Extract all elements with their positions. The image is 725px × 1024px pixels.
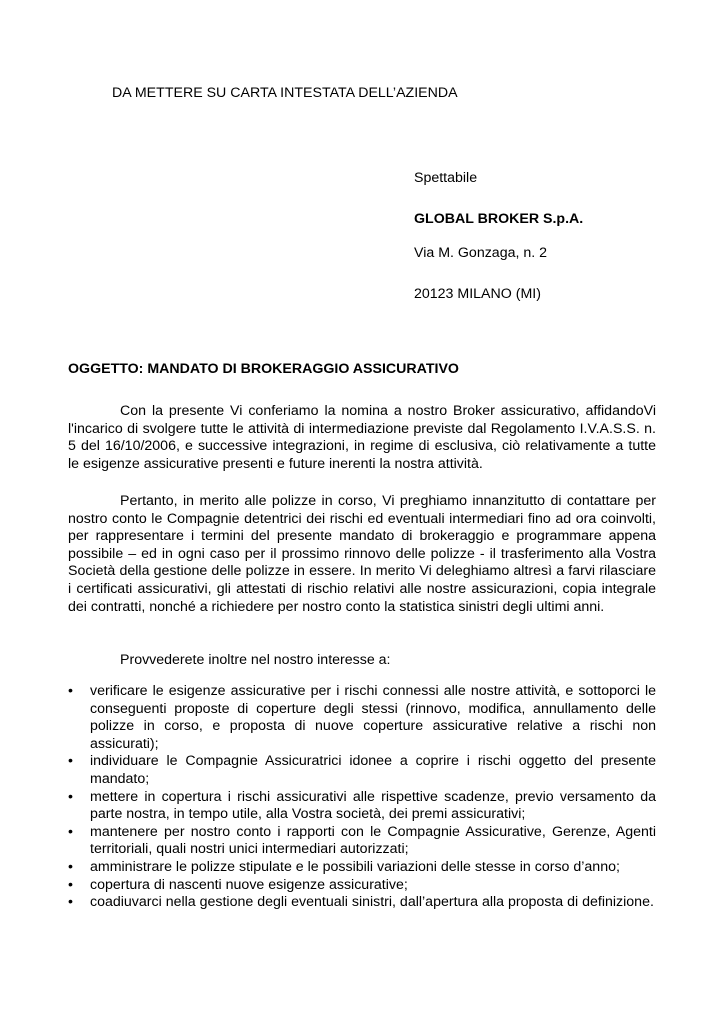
- recipient-street: Via M. Gonzaga, n. 2: [414, 245, 548, 261]
- list-item-text: amministrare le polizze stipulate e le possibili variazioni delle stesse in corso d’anno;: [90, 858, 620, 875]
- recipient-company: GLOBAL BROKER S.p.A.: [414, 211, 584, 227]
- list-item: [68, 824, 656, 859]
- bullet-icon: •: [68, 823, 73, 840]
- list-item-text: coadiuvarci nella gestione degli eventuali sinistri, dall’apertura alla proposta di definizione.: [90, 894, 654, 911]
- list-item-text: mantenere per nostro conto i rapporti con le Compagnie Assicurative, Gerenze, Agenti territoriali, quali nostri unici intermediari autorizzati;: [90, 823, 656, 858]
- paragraph-duties-intro: Provvederete inoltre nel nostro interesse a:: [120, 652, 391, 668]
- recipient-city: 20123 MILANO (MI): [414, 286, 541, 302]
- list-item: [68, 683, 656, 753]
- list-item-text: copertura di nascenti nuove esigenze assicurative;: [90, 876, 408, 893]
- bullet-icon: •: [68, 683, 73, 699]
- letter-subject: OGGETTO: MANDATO DI BROKERAGGIO ASSICURATIVO: [68, 361, 459, 377]
- bullet-icon: •: [68, 858, 73, 875]
- paragraph-current-policies: Pertanto, in merito alle polizze in corso, Vi preghiamo innanzitutto di contattare per nostro conto le Compagnie detentrici dei rischi ed eventuali intermediari fino ad ora coinvolti, per rappresentare i termini del presente mandato di brokeraggio e programmare appena possibile – ed in ogni caso per il prossimo rinnovo delle polizze - il trasferimento alla Vostra Società della gestione delle polizze in essere. In merito Vi deleghiamo altresì a farvi rilasciare i certificati assicurativi, gli attestati di rischio relativi alle nostre assicurazioni, copia integrale dei contratti, nonché a richiedere per nostro conto la statistica sinistri degli ultimi anni.: [68, 493, 656, 615]
- bullet-icon: •: [68, 894, 73, 911]
- list-item: [68, 877, 656, 895]
- duties-list: [68, 683, 656, 912]
- list-item: [68, 894, 656, 912]
- list-item: [68, 753, 656, 788]
- list-item: [68, 789, 656, 824]
- list-item-text: individuare le Compagnie Assicuratrici idonee a coprire i rischi oggetto del presente mandato;: [90, 753, 656, 787]
- recipient-salutation: Spettabile: [414, 170, 478, 186]
- bullet-icon: •: [68, 788, 73, 805]
- letterhead-note: DA METTERE SU CARTA INTESTATA DELL’AZIENDA: [112, 85, 458, 101]
- paragraph-appointment: Con la presente Vi conferiamo la nomina a nostro Broker assicurativo, affidandoVi l'incarico di svolgere tutte le attività di intermediazione previste dal Regolamento I.V.A.S.S. n. 5 del 16/10/2006, e successive integrazioni, in regime di esclusiva, ciò relativamente a tutte le esigenze assicurative presenti e future inerenti la nostra attività.: [68, 403, 656, 472]
- list-item: [68, 859, 656, 877]
- bullet-icon: •: [68, 753, 73, 770]
- list-item-text: verificare le esigenze assicurative per i rischi connessi alle nostre attività, e sottoporci le conseguenti proposte di coperture degli stessi (rinnovo, modifica, annullamento delle polizze in corso, e proposta di nuove coperture assicurative relative a rischi non assicurati);: [90, 683, 656, 752]
- list-item-text: mettere in copertura i rischi assicurativi alle rispettive scadenze, previo versamento da parte nostra, in tempo utile, alla Vostra società, dei premi assicurativi;: [90, 788, 656, 823]
- bullet-icon: •: [68, 876, 73, 893]
